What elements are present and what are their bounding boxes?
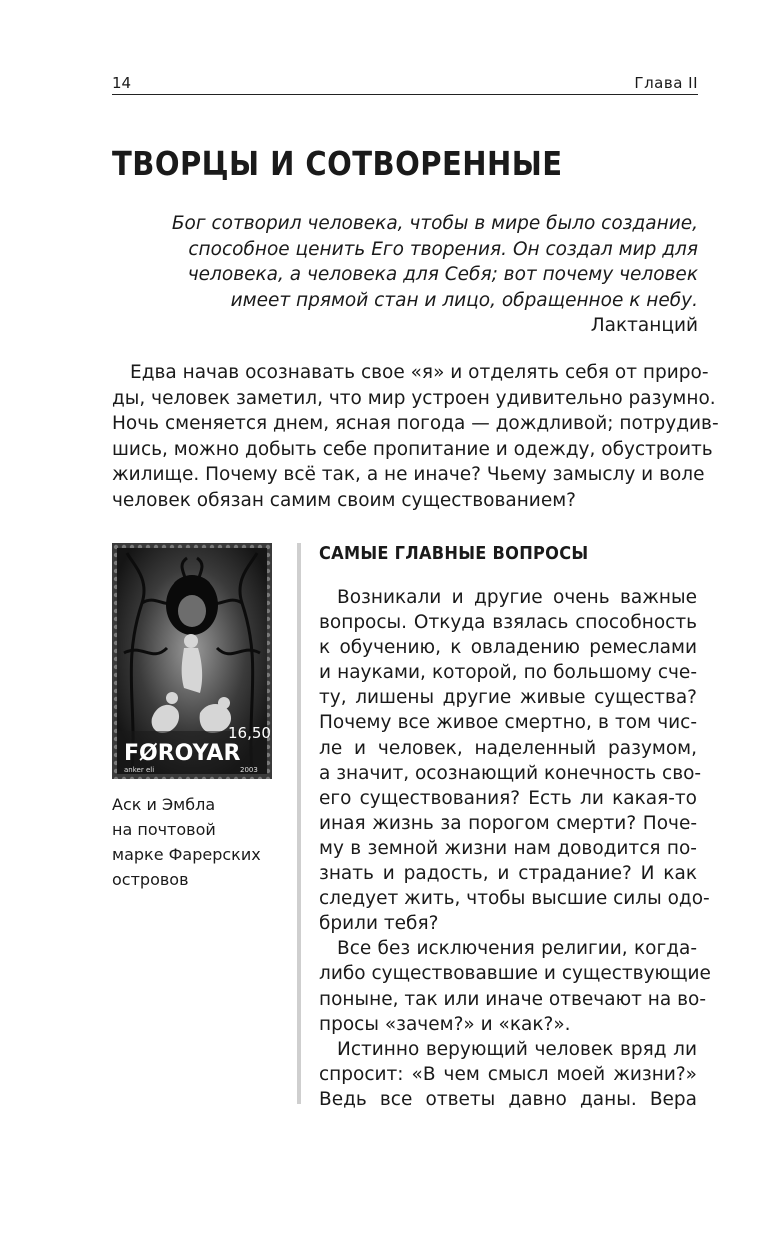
text-line: Едва начав осознавать свое «я» и отделять себя от приро- xyxy=(130,362,709,383)
text-line: следует жить, чтобы высшие силы одо- xyxy=(319,888,710,910)
chapter-title: ТВОРЦЫ И СОТВОРЕННЫЕ xyxy=(112,144,563,183)
text-line: вопросы. Откуда взялась способность xyxy=(319,612,697,634)
running-head xyxy=(112,74,698,95)
text-line: и науками, которой, по большому сче- xyxy=(319,662,697,684)
text-line: Истинно верующий человек вряд ли xyxy=(337,1038,697,1060)
text-line: иная жизнь за порогом смерти? Поче- xyxy=(319,812,697,834)
text-line: просы «зачем?» и «как?». xyxy=(319,1013,571,1035)
stamp-artist: anker eli xyxy=(124,766,155,774)
text-line: Возникали и другие очень важные xyxy=(337,587,697,608)
stamp-country: FØROYAR xyxy=(124,741,241,766)
text-line: Ведь все ответы давно даны. Вера xyxy=(319,1088,697,1110)
caption-line: островов xyxy=(112,870,189,889)
text-line: спросит: «В чем смысл моей жизни?» xyxy=(319,1063,697,1085)
epigraph-author: Лактанций xyxy=(590,315,698,336)
section-heading: САМЫЕ ГЛАВНЫЕ ВОПРОСЫ xyxy=(319,543,589,564)
caption-line: на почтовой xyxy=(112,820,216,839)
text-line: человек обязан самим своим существованием? xyxy=(112,489,576,511)
section-body xyxy=(319,585,711,1112)
text-line: к обучению, к овладению ремеслами xyxy=(319,637,697,659)
caption-line: марке Фарерских xyxy=(112,845,261,864)
tree-hollow-icon xyxy=(178,595,206,627)
page-number: 14 xyxy=(112,74,132,92)
text-line: му в земной жизни нам доводится по- xyxy=(319,837,697,859)
text-line: жилище. Почему всё так, а не иначе? Чьему замыслу и воле xyxy=(112,464,705,485)
stamp-year: 2003 xyxy=(240,766,258,774)
epigraph-line: имеет прямой стан и лицо, обращенное к небу. xyxy=(230,289,698,311)
text-line: ле и человек, наделенный разумом, xyxy=(319,737,697,759)
text-line: его существования? Есть ли какая-то xyxy=(319,787,697,809)
postage-stamp-image xyxy=(112,543,272,779)
text-line: знать и радость, и страдание? И как xyxy=(319,863,697,885)
text-line: Все без исключения религии, когда- xyxy=(337,938,697,960)
text-line: ту, лишены другие живые существа? xyxy=(319,687,697,709)
epigraph-line: Бог сотворил человека, чтобы в мире было создание, xyxy=(171,213,698,234)
epigraph xyxy=(170,211,698,339)
text-line: шись, можно добыть себе пропитание и одежду, обустроить xyxy=(112,438,713,460)
epigraph-line: способное ценить Его творения. Он создал мир для xyxy=(188,238,698,260)
text-line: либо существовавшие и существующие xyxy=(319,963,711,985)
text-line: поныне, так или иначе отвечают на во- xyxy=(319,988,707,1010)
image-caption xyxy=(112,792,282,892)
stamp-value: 16,50 xyxy=(228,724,271,742)
text-line: ды, человек заметил, что мир устроен удивительно разумно. xyxy=(112,387,716,409)
caption-line: Аск и Эмбла xyxy=(112,795,216,814)
intro-paragraph xyxy=(112,360,719,513)
text-line: брили тебя? xyxy=(319,913,439,935)
chapter-label: Глава II xyxy=(634,74,698,92)
section-column xyxy=(319,541,711,1112)
text-line: а значит, осознающий конечность сво- xyxy=(319,762,702,784)
epigraph-line: человека, а человека для Себя; вот почему человек xyxy=(187,264,698,285)
sidebar-rule xyxy=(297,543,301,1104)
text-line: Ночь сменяется днем, ясная погода — дождливой; потрудив- xyxy=(112,413,719,434)
text-line: Почему все живое смертно, в том чис- xyxy=(319,712,697,734)
